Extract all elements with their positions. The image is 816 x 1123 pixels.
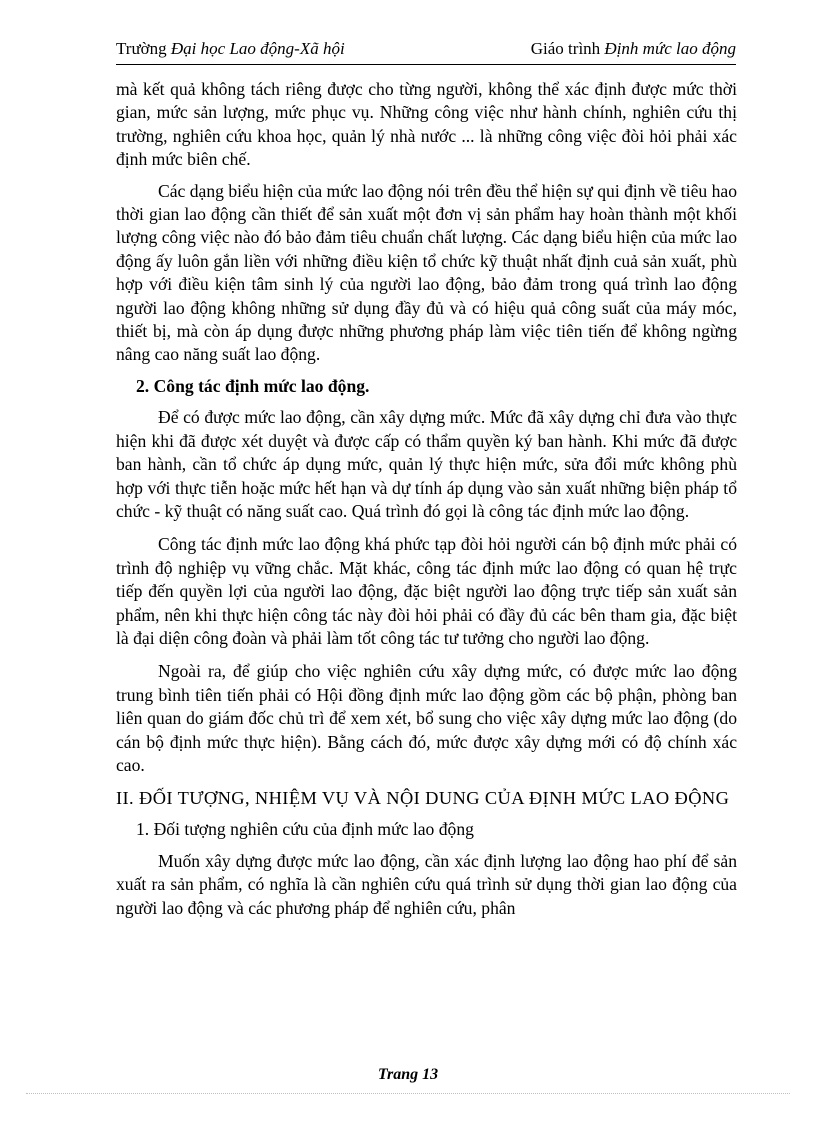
paragraph-6: Muốn xây dựng được mức lao động, cần xác định lượng lao động hao phí để sản xuất ra sản phẩm, có nghĩa là cần nghiên cứu quá trình sử dụng thời gian lao động của người lao động và các phương pháp để nghiên cứu, phân <box>116 850 737 918</box>
paragraph-5: Ngoài ra, để giúp cho việc nghiên cứu xây dựng mức, có được mức lao động trung bình tiên tiến phải có Hội đồng định mức lao động gồm các bộ phận, phòng ban liên quan do giám đốc chủ trì để xem xét, bổ sung cho việc xây dựng mức lao động (do cán bộ định mức thực hiện). Bằng cách đó, mức được xây dựng mới có độ chính xác cao. <box>116 661 737 775</box>
header-rule <box>116 64 736 65</box>
header-book <box>531 39 736 59</box>
header-school <box>116 39 345 59</box>
section-heading-2-text: 2. Công tác định mức lao động. <box>136 375 370 396</box>
header-book-prefix: Giáo trình <box>530 39 605 58</box>
paragraph-1: mà kết quả không tách riêng được cho từng người, không thể xác định được mức thời gian, mức sản lượng, mức phục vụ. Những công việc như hành chính, nghiên cứu thị trường, nghiên cứu khoa học, quản lý nhà nước ... là những công việc đòi hỏi phải xác định mức biên chế. <box>116 79 737 170</box>
chapter-heading: II. ĐỐI TƯỢNG, NHIỆM VỤ VÀ NỘI DUNG CỦA ĐỊNH MỨC LAO ĐỘNG <box>116 788 730 809</box>
section-heading-1: 1. Đối tượng nghiên cứu của định mức lao động <box>136 819 474 840</box>
header-book-title: Định mức lao động <box>604 39 736 58</box>
paragraph-3: Để có được mức lao động, cần xây dựng mức. Mức đã xây dựng chỉ đưa vào thực hiện khi đã được xét duyệt và được cấp có thẩm quyền ký ban hành. Khi mức đã được ban hành, cần tổ chức áp dụng mức, quản lý thực hiện mức, sửa đổi mức không phù hợp với thực tiễn hoặc mức hết hạn và dự tính áp dụng vào sản xuất những biện pháp tổ chức - kỹ thuật có năng suất cao. Quá trình đó gọi là công tác định mức lao động. <box>116 407 737 521</box>
header-school-prefix: Trường <box>116 39 171 58</box>
page-header <box>116 39 736 65</box>
section-heading-2 <box>116 375 737 398</box>
page-number: Trang 13 <box>377 1066 439 1083</box>
page-bottom-divider <box>26 1093 790 1094</box>
paragraph-4: Công tác định mức lao động khá phức tạp đòi hỏi người cán bộ định mức phải có trình độ nghiệp vụ vững chắc. Mặt khác, công tác định mức lao động có quan hệ trực tiếp đến quyền lợi của người lao động, đặc biệt người lao động trực tiếp sản xuất sản phẩm, nên khi thực hiện công tác này đòi hỏi phải có đầy đủ các bên tham gia, đặc biệt là đại diện công đoàn và phải làm tốt công tác tư tưởng cho người lao động. <box>116 534 737 648</box>
paragraph-2: Các dạng biểu hiện của mức lao động nói trên đều thể hiện sự qui định về tiêu hao thời gian lao động cần thiết để sản xuất một đơn vị sản phẩm hay hoàn thành một khối lượng công việc nào đó bảo đảm tiêu chuẩn chất lượng. Các dạng biểu hiện của mức lao động ấy luôn gắn liền với những điều kiện tổ chức kỹ thuật nhất định cuả sản xuất, phù hợp với điều kiện tâm sinh lý của người lao động, bảo đảm trong quá trình lao động người lao động không những sử dụng đầy đủ và có hiệu quả công suất của máy móc, thiết bị, mà còn áp dụng được những phương pháp làm việc tiên tiến để không ngừng nâng cao năng suất lao động. <box>116 180 737 365</box>
header-school-name: Đại học Lao động-Xã hội <box>170 39 345 58</box>
page-body <box>116 78 737 920</box>
